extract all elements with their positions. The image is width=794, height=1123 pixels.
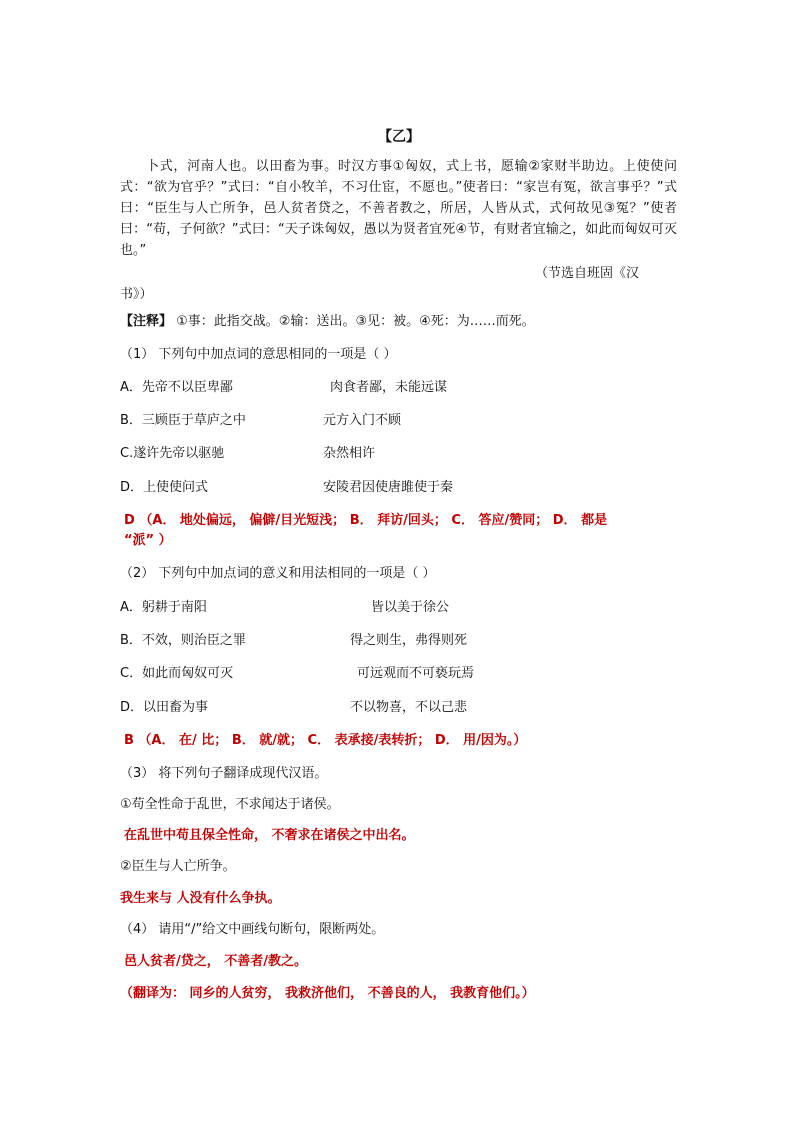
q4-answer: 邑人贫者/贷之， 不善者/教之。 bbox=[124, 954, 308, 969]
q2-option-d: D．以田畜为事 bbox=[120, 700, 209, 715]
q1-option-d: D．上使使问式 bbox=[120, 480, 209, 495]
q2-option-a: A．躬耕于南阳 bbox=[120, 600, 207, 615]
section-title: 【乙】 bbox=[378, 129, 420, 145]
notes-label: 【注释】 bbox=[120, 314, 173, 329]
q3-sentence-2: ②臣生与人亡所争。 bbox=[120, 859, 236, 874]
q3-answer-2: 我生来与 人没有什么争执。 bbox=[120, 891, 281, 906]
q1-option-c-compare: 杂然相许 bbox=[323, 446, 376, 461]
q1-option-a-compare: 肉食者鄙，未能远谋 bbox=[330, 380, 448, 395]
q4-translation: （翻译为： 同乡的人贫穷， 我救济他们， 不善良的人， 我教育他们。） bbox=[120, 986, 535, 1001]
source-citation-line2: 书》） bbox=[120, 287, 153, 302]
q2-option-c: C．如此而匈奴可灭 bbox=[120, 666, 234, 681]
source-citation-line1: （节选自班固《汉 bbox=[535, 266, 640, 281]
q1-option-c: C.遂许先帝以驱驰 bbox=[120, 446, 225, 461]
q2-answer: B （A． 在/ 比； B． 就/就； C． 表承接/表转折； D． 用/因为。） bbox=[124, 733, 527, 748]
q1-option-b-compare: 元方入门不顾 bbox=[323, 413, 402, 428]
q1-answer-line1: D （A． 地处偏远， 偏僻/目光短浅； B． 拜访/回头； C． 答应/赞同； D． 都是 bbox=[124, 513, 608, 528]
q2-option-a-compare: 皆以美于徐公 bbox=[371, 600, 450, 615]
q1-option-b: B．三顾臣于草庐之中 bbox=[120, 413, 246, 428]
q1-option-a: A．先帝不以臣卑鄙 bbox=[120, 380, 233, 395]
q2-option-c-compare: 可远观而不可亵玩焉 bbox=[357, 666, 475, 681]
q2-option-d-compare: 不以物喜，不以己悲 bbox=[350, 700, 468, 715]
q4-stem: （4） 请用“/”给文中画线句断句，限断两处。 bbox=[120, 922, 385, 937]
q2-stem: （2） 下列句中加点词的意义和用法相同的一项是（ ） bbox=[120, 566, 436, 581]
q2-option-b-compare: 得之则生，弗得则死 bbox=[350, 633, 468, 648]
q2-option-b: B．不效，则治臣之罪 bbox=[120, 633, 246, 648]
q3-stem: （3） 将下列句子翻译成现代汉语。 bbox=[120, 766, 328, 781]
q1-option-d-compare: 安陵君因使唐雎使于秦 bbox=[323, 480, 454, 495]
q1-answer-line2: “派” ） bbox=[124, 533, 172, 548]
notes-text: ①事：此指交战。②输：送出。③见：被。④死：为……而死。 bbox=[176, 314, 535, 329]
notes-line bbox=[120, 313, 535, 331]
q3-answer-1: 在乱世中苟且保全性命， 不奢求在诸侯之中出名。 bbox=[124, 828, 415, 843]
q1-stem: （1） 下列句中加点词的意思相同的一项是（ ） bbox=[120, 347, 397, 362]
passage-text: 卜式，河南人也。以田畜为事。时汉方事①匈奴，式上书，愿输②家财半助边。上使使问式：“欲为官乎？”式曰：“自小牧羊，不习仕宦，不愿也。”使者曰：“家岂有冤，欲言事乎？”式曰：“臣生与人亡所争，邑人贫者贷之，不善者教之，所居，人皆从式，式何故见③冤？”使者曰：“苟，子何欲？”式曰：“天子诛匈奴，愚以为贤者宜死④节，有财者宜输之，如此而匈奴可灭也。” bbox=[120, 159, 677, 258]
q3-sentence-1: ①苟全性命于乱世，不求闻达于诸侯。 bbox=[120, 797, 340, 812]
